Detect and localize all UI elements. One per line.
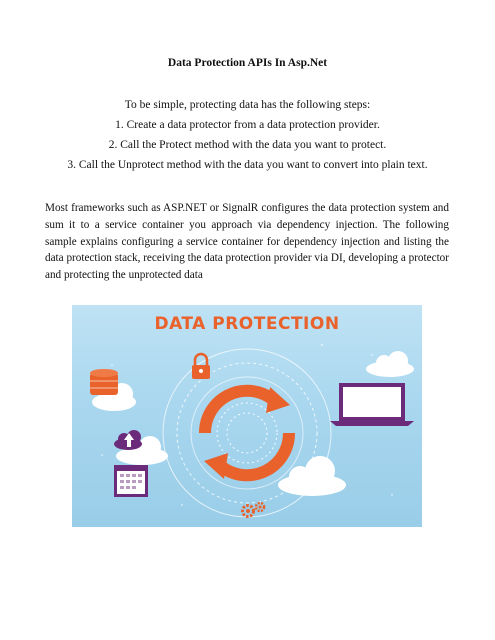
illustration-canvas	[72, 305, 422, 527]
intro-line: To be simple, protecting data has the following steps:	[124, 99, 371, 111]
laptop-icon	[330, 383, 414, 426]
data-protection-illustration	[72, 305, 422, 527]
illustration-heading: DATA PROTECTION	[154, 314, 340, 334]
calendar-icon	[114, 465, 148, 497]
cloud-right-top	[366, 351, 414, 377]
step-2: 2. Call the Protect method with the data you want to protect.	[108, 139, 387, 151]
database-icon	[90, 369, 118, 395]
step-1: 1. Create a data protector from a data protection provider.	[115, 119, 380, 131]
gears-icon	[243, 503, 265, 517]
document-title: Data Protection APIs In Asp.Net	[167, 57, 328, 69]
padlock-icon	[192, 354, 210, 379]
step-3: 3. Call the Unprotect method with the data you want to convert into plain text.	[67, 159, 428, 171]
cloud-right-bottom	[278, 456, 346, 496]
steps-block	[0, 95, 495, 175]
cloud-upload-icon	[114, 430, 142, 450]
body-paragraph: Most frameworks such as ASP.NET or SignalR configures the data protection system and sum it to a service container you approach via dependency injection. The following sample explains configuring a service container for dependency injection and listing the data protection stack, receiving the data protection provider via DI, developing a protector and protecting the unprotected data	[45, 202, 449, 282]
